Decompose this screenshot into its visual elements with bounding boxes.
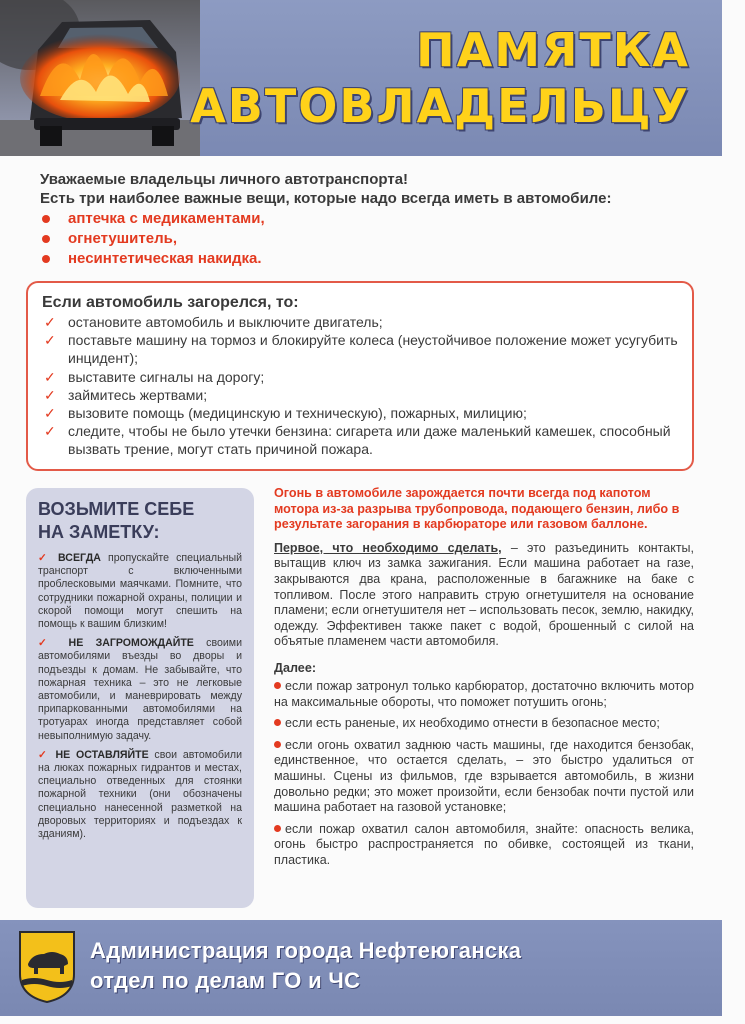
first-action-paragraph: Первое, что необходимо сделать, – это разъединить контакты, вытащив ключ из замка зажигания. Если машина работает на газе, закрываются два крана, расположенные в багажнике на баке с топливом. После этого направить струю огнетушителя на основание пламени; если огнетушителя нет – использовать песок, землю, накидку, одежду. Эффективен также пакет с водой, брошенный с силой на объятые пламенем части автомобиля. (274, 540, 694, 649)
bullet-dot-icon (42, 235, 50, 243)
checkmark-icon: ✓ (44, 386, 56, 403)
checkmark-icon: ✓ (38, 552, 59, 564)
city-crest-icon (18, 930, 76, 1004)
header-banner (0, 0, 722, 156)
checkmark-icon: ✓ (44, 332, 56, 349)
list-item: если огонь охватил заднюю часть машины, где находится бензобак, единственное, что остается сделать, – это быстро удалиться от машины. Сцены из фильмов, где взрывается автомобиль, в жизни довольно редки; это может произойти, если бензобак почти пустой или машина работает на газовой установке; (274, 737, 694, 815)
list-item: ✓ поставьте машину на тормоз и блокируйте колеса (неустойчивое положение может усугубить инцидент); (44, 332, 678, 367)
take-note-box (26, 488, 254, 908)
footer-banner (0, 920, 722, 1016)
list-item: если есть раненые, их необходимо отнести в безопасное место; (274, 716, 694, 732)
details-column (274, 486, 694, 874)
footer-line-1: Администрация города Нефтеюганска (90, 938, 522, 963)
list-item: ✓ следите, чтобы не было утечки бензина: сигарета или даже маленький камешек, способный вызвать трение, могут стать причиной пожара. (44, 423, 671, 458)
intro-section (40, 170, 700, 269)
note-title: ВОЗЬМИТЕ СЕБЕ НА ЗАМЕТКУ: (38, 499, 195, 542)
fire-origin-text: Огонь в автомобиле зарождается почти всегда под капотом мотора из-за разрыва трубопровода, подающего бензин, либо в результате загорания в карбюраторе или газовом баллоне. (274, 486, 680, 532)
list-item: аптечка с медикаментами, (40, 209, 700, 229)
checkmark-icon: ✓ (38, 637, 69, 650)
checkmark-icon: ✓ (44, 368, 56, 385)
checkmark-icon: ✓ (44, 405, 56, 422)
list-item: если пожар затронул только карбюратор, достаточно включить мотор на максимальные обороты, что поможет потушить огонь; (274, 678, 694, 709)
essentials-list (40, 209, 700, 269)
list-item: ✓ остановите автомобиль и выключите двигатель; (44, 314, 383, 330)
checkmark-icon: ✓ (44, 314, 56, 330)
bullet-dot-icon (42, 255, 50, 263)
list-item: ✓ займитесь жертвами; (44, 386, 208, 403)
checkmark-icon: ✓ (44, 423, 56, 440)
next-steps-list (274, 679, 694, 869)
list-item: если пожар охватил салон автомобиля, знайте: опасность велика, огонь быстро распространяется по обивке, состоящей из ткани, пластика. (274, 821, 694, 867)
list-item: несинтетическая накидка. (40, 249, 700, 269)
footer-org (90, 936, 521, 996)
note-paragraph: ✓ НЕ ЗАГРОМОЖДАЙТЕ своими автомобилями въезды во дворы и подъезды к домам. Не забывайте, что пожарная техника – это не легковые автомобили, и маневрировать между припаркованными автомобилями на тротуарах иногда представляет собой невыполнимую задачу. (38, 637, 242, 742)
bullet-dot-icon (274, 682, 281, 689)
next-heading: Далее: (274, 660, 317, 675)
fire-steps-list (42, 313, 678, 459)
bullet-dot-icon (274, 719, 281, 726)
intro-lead: Есть три наиболее важные вещи, которые надо всегда иметь в автомобиле: (40, 190, 612, 207)
title-line-1: ПАМЯТКА (416, 23, 690, 77)
fire-heading: Если автомобиль загорелся, то: (42, 294, 299, 311)
checkmark-icon: ✓ (38, 748, 56, 761)
burning-car-image (0, 0, 200, 156)
page-title (190, 22, 690, 134)
bullet-dot-icon (42, 215, 50, 223)
note-paragraph: ✓ ВСЕГДА пропускайте специальный транспорт с включенными проблесковыми маячками. Помните, что сотрудники пожарной охраны, полиции и скорой помощи могут спешить на помощь к вашим близким! (38, 552, 242, 631)
list-item: ✓ вызовите помощь (медицинскую и техническую), пожарных, милицию; (44, 405, 527, 422)
list-item: ✓ выставите сигналы на дорогу; (44, 368, 265, 385)
list-item: огнетушитель, (40, 229, 700, 249)
bullet-dot-icon (274, 825, 281, 832)
bullet-dot-icon (274, 741, 281, 748)
note-paragraph: ✓ НЕ ОСТАВЛЯЙТЕ свои автомобили на люках пожарных гидрантов и местах, специально отведенных для стоянки пожарной техники (они обозначены специально нанесенной разметкой на дворовых территориях и подъездах к зданиям). (38, 748, 242, 841)
intro-greeting: Уважаемые владельцы личного автотранспорта! (40, 171, 409, 188)
footer-line-2: отдел по делам ГО и ЧС (90, 968, 361, 993)
fire-instructions-box (26, 281, 694, 471)
title-line-2: АВТОВЛАДЕЛЬЦУ (190, 79, 690, 133)
